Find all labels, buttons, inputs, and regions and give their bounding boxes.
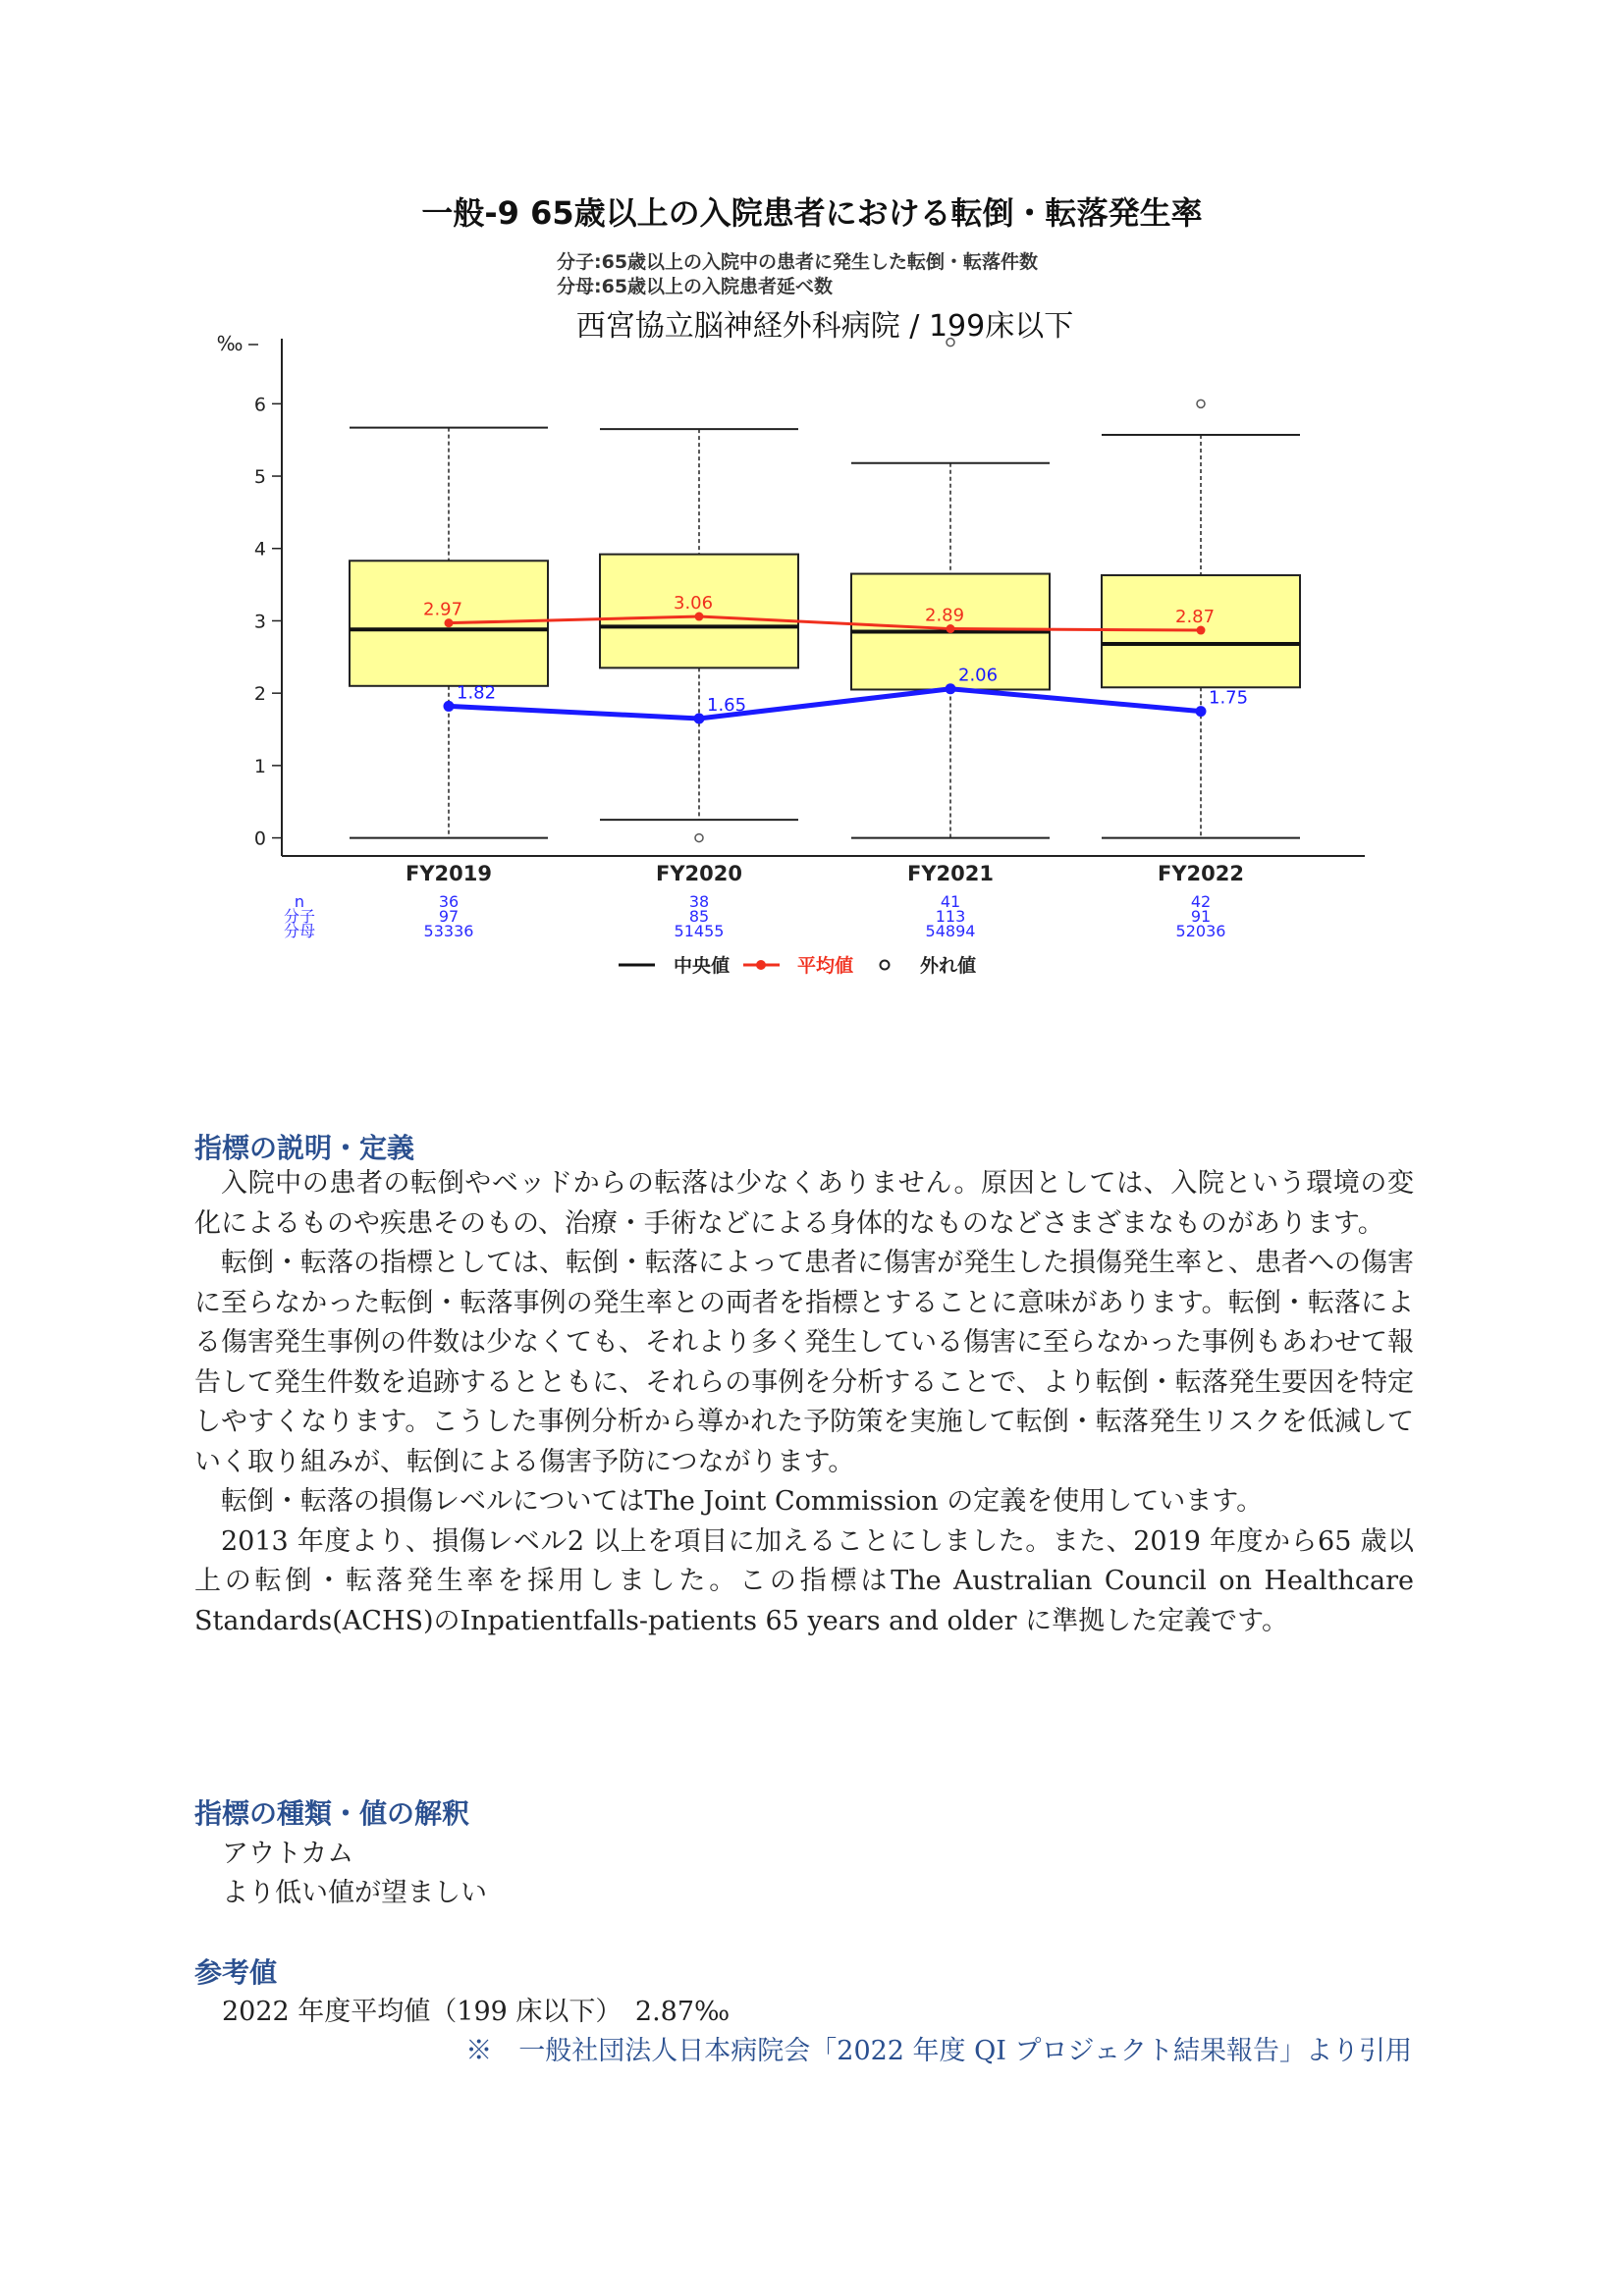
stat-n: 36 bbox=[438, 892, 460, 911]
chart-subtitle: 西宮協立脳神経外科病院 / 199床以下 bbox=[575, 309, 1074, 344]
definition-body bbox=[194, 1164, 1414, 1641]
reference-heading: 参考値 bbox=[194, 1956, 278, 1989]
outlier-point bbox=[695, 834, 703, 842]
stat-denominator: 52036 bbox=[1175, 922, 1226, 940]
hospital-point bbox=[946, 683, 956, 694]
reference-citation: ※ 一般社団法人日本病院会「2022 年度 QI プロジェクト結果報告」より引用 bbox=[465, 2036, 1412, 2066]
hospital-value-label: 1.82 bbox=[457, 682, 497, 704]
hospital-value-label: 2.06 bbox=[958, 665, 999, 686]
y-axis bbox=[254, 339, 282, 856]
y-tick-label: 4 bbox=[253, 538, 266, 561]
chart-numerator-note: 分子:65歳以上の入院中の患者に発生した転倒・転落件数 bbox=[557, 251, 1039, 273]
x-category-label: FY2020 bbox=[656, 862, 742, 885]
stat-denominator: 53336 bbox=[423, 922, 474, 940]
y-unit-label: ‰ bbox=[216, 332, 244, 355]
definition-heading: 指標の説明・定義 bbox=[194, 1132, 415, 1164]
legend-mean-label: 平均値 bbox=[797, 955, 854, 977]
stats-label-numerator: 分子 bbox=[283, 907, 316, 926]
stat-denominator: 51455 bbox=[674, 922, 725, 940]
stats-label-denominator: 分母 bbox=[283, 922, 316, 940]
hospital-series-line bbox=[449, 689, 1201, 719]
legend-mean-dot bbox=[756, 960, 766, 970]
x-category-label: FY2022 bbox=[1158, 862, 1244, 885]
stat-n: 42 bbox=[1190, 892, 1212, 911]
hospital-value-label: 1.75 bbox=[1209, 687, 1249, 709]
hospital-point bbox=[444, 701, 455, 712]
stat-n: 41 bbox=[940, 892, 961, 911]
stat-numerator: 97 bbox=[438, 907, 460, 926]
reference-value: 2022 年度平均値（199 床以下） 2.87‰ bbox=[222, 1997, 731, 2027]
stat-numerator: 85 bbox=[688, 907, 710, 926]
stats-row-labels bbox=[284, 892, 315, 940]
y-tick-label: 1 bbox=[253, 755, 266, 777]
y-tick-label: 5 bbox=[253, 466, 266, 489]
outlier-point bbox=[1197, 400, 1205, 407]
stat-denominator: 54894 bbox=[925, 922, 976, 940]
chart-denominator-note: 分母:65歳以上の入院患者延べ数 bbox=[557, 276, 834, 297]
mean-value-label: 2.89 bbox=[925, 605, 965, 626]
legend-outlier-swatch bbox=[881, 961, 890, 970]
definition-paragraph: 転倒・転落の指標としては、転倒・転落によって患者に傷害が発生した損傷発生率と、患者への傷害に至らなかった転倒・転落事例の発生率との両者を指標とすることに意味があります。転倒・転落による傷害発生事例の件数は少なくても、それより多く発生している傷害に至らなかった事例もあわせて報告して発生件数を追跡するとともに、それらの事例を分析することで、より転倒・転落発生要因を特定しやすくなります。こうした事例分析から導かれた予防策を実施して転倒・転落発生リスクを低減していく取り組みが、転倒による傷害予防につながります。 bbox=[194, 1248, 1414, 1477]
chart-title: 一般-9 65歳以上の入院患者における転倒・転落発生率 bbox=[421, 194, 1203, 232]
definition-paragraph: 転倒・転落の損傷レベルについてはThe Joint Commission の定義を使用しています。 bbox=[221, 1486, 1264, 1517]
definition-paragraph: 入院中の患者の転倒やベッドからの転落は少なくありません。原因としては、入院という環境の変化によるものや疾患そのもの、治療・手術などによる身体的なものなどさまざまなものがあります。 bbox=[194, 1168, 1414, 1239]
chart-legend bbox=[619, 954, 976, 977]
stats-table bbox=[406, 862, 1244, 940]
x-category-label: FY2021 bbox=[907, 862, 994, 885]
stat-numerator: 113 bbox=[935, 907, 966, 926]
legend-outlier-label: 外れ値 bbox=[920, 955, 977, 977]
mean-value-label: 2.97 bbox=[423, 599, 463, 620]
mean-series-line bbox=[449, 616, 1201, 630]
mean-value-label: 3.06 bbox=[674, 593, 714, 614]
hospital-point bbox=[694, 713, 705, 723]
definition-paragraph: 2013 年度より、損傷レベル2 以上を項目に加えることにしました。また、2019 年度から65 歳以上の転倒・転落発生率を採用しました。この指標はThe Australian Council on Healthcare Standards(ACHS)のInpatientfalls-patients 65 years and older に準拠した定義です。 bbox=[194, 1525, 1414, 1636]
stats-label-n: n bbox=[294, 892, 305, 911]
y-tick-label: 3 bbox=[253, 611, 266, 633]
chart bbox=[0, 0, 1624, 1021]
type-heading: 指標の種類・値の解釈 bbox=[194, 1797, 470, 1830]
y-tick-label: 0 bbox=[253, 828, 266, 850]
y-tick-label: 6 bbox=[253, 394, 266, 416]
hospital-point bbox=[1196, 706, 1207, 717]
mean-value-label: 2.87 bbox=[1175, 607, 1216, 628]
hospital-value-label: 1.65 bbox=[707, 694, 747, 716]
stat-numerator: 91 bbox=[1190, 907, 1212, 926]
x-category-label: FY2019 bbox=[406, 862, 492, 885]
boxplot-layer bbox=[350, 339, 1300, 842]
stat-n: 38 bbox=[688, 892, 710, 911]
type-line-interpretation: より低い値が望ましい bbox=[222, 1878, 487, 1908]
type-line-outcome: アウトカム bbox=[222, 1839, 354, 1869]
legend-median-label: 中央値 bbox=[674, 955, 731, 977]
y-tick-label: 2 bbox=[253, 683, 266, 706]
